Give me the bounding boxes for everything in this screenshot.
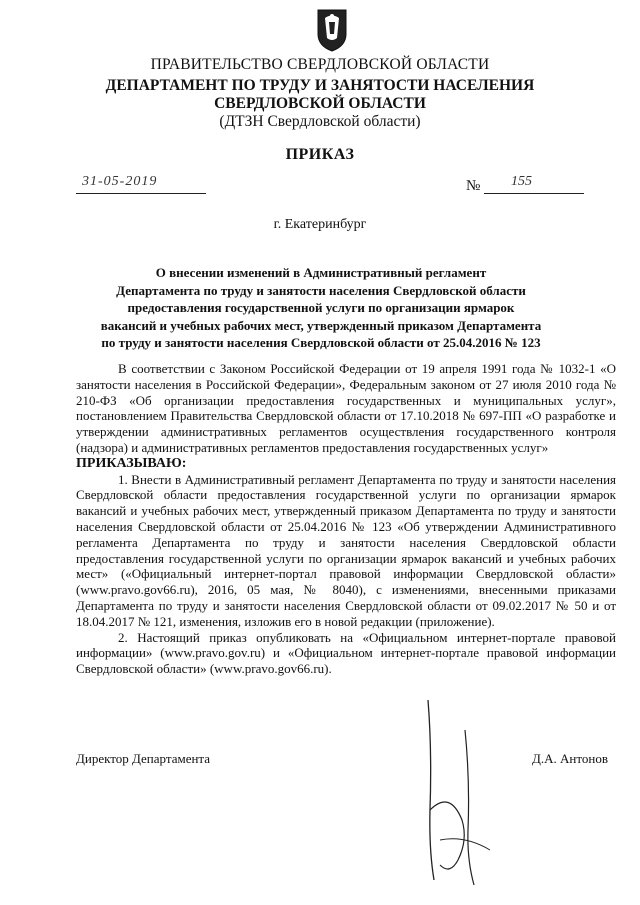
department-abbreviation: (ДТЗН Свердловской области) — [219, 113, 421, 130]
number-underline — [484, 192, 584, 194]
order-subject — [76, 264, 566, 352]
subject-line: О внесении изменений в Административный регламент — [155, 265, 487, 280]
handwritten-signature — [410, 690, 500, 890]
document-type-title: ПРИКАЗ — [285, 146, 355, 163]
date-underline — [76, 192, 206, 194]
department-title-line2: СВЕРДЛОВСКОЙ ОБЛАСТИ — [214, 95, 426, 112]
subject-line: предоставления государственной услуги по организации ярмарок — [127, 300, 515, 315]
subject-line: по труду и занятости населения Свердловской области от 25.04.2016 № 123 — [101, 335, 541, 350]
number-sign: № — [466, 178, 481, 194]
subject-line: вакансий и учебных рабочих мест, утвержденный приказом Департамента — [100, 317, 542, 333]
order-item-2: 2. Настоящий приказ опубликовать на «Официальном интернет-портале правовой информации» (www.pravo.gov.ru) и «Официальном интернет-портале правовой информации Свердловской области» (www.pravo.gov66.ru). — [76, 629, 616, 677]
signer-position: Директор Департамента — [76, 751, 211, 766]
handwritten-number: 155 — [511, 174, 532, 189]
order-item-1: 1. Внести в Административный регламент Департамента по труду и занятости населения Свердловской области предоставления государственной услуги по организации ярмарок вакансий и учебных рабочих мест, утвержденный приказом Департамента по труду и занятости населения Свердловской области от 25.04.2016 № 123 «Об утверждении Административного регламента Департамента по труду и занятости населения Свердловской области предоставления государственной услуги по организации ярмарок вакансий и учебных рабочих мест» («Официальный интернет-портал правовой информации Свердловской области» (www.pravo.gov66.ru), 2016, 05 мая, № 8040), с изменениями, внесенными приказами Департамента по труду и занятости населения Свердловской области от 09.02.2017 № 50 и от 18.04.2017 № 121, изменения, изложив его в новой редакции (приложение). — [76, 471, 616, 629]
coat-of-arms-icon — [316, 8, 348, 52]
preamble-paragraph: В соответствии с Законом Российской Федерации от 19 апреля 1991 года № 1032-1 «О занятости населения в Российской Федерации», Федеральным законом от 27 июля 2010 года № 210-ФЗ «Об организации предоставления государственных и муниципальных услуг», постановлением Правительства Свердловской области от 17.10.2018 № 697-ПП «О разработке и утверждении административных регламентов осуществления государственного контроля (надзора) и административных регламентов предоставления государственных услуг» — [76, 361, 616, 455]
department-title-line1: ДЕПАРТАМЕНТ ПО ТРУДУ И ЗАНЯТОСТИ НАСЕЛЕНИЯ — [105, 77, 535, 94]
city-label: г. Екатеринбург — [273, 217, 367, 232]
government-title: ПРАВИТЕЛЬСТВО СВЕРДЛОВСКОЙ ОБЛАСТИ — [150, 56, 490, 73]
subject-line: Департамента по труду и занятости населения Свердловской области — [116, 282, 526, 298]
signer-name: Д.А. Антонов — [532, 751, 608, 766]
order-keyword: ПРИКАЗЫВАЮ: — [76, 455, 187, 471]
handwritten-date: 31-05-2019 — [82, 174, 158, 189]
order-body — [76, 361, 616, 677]
